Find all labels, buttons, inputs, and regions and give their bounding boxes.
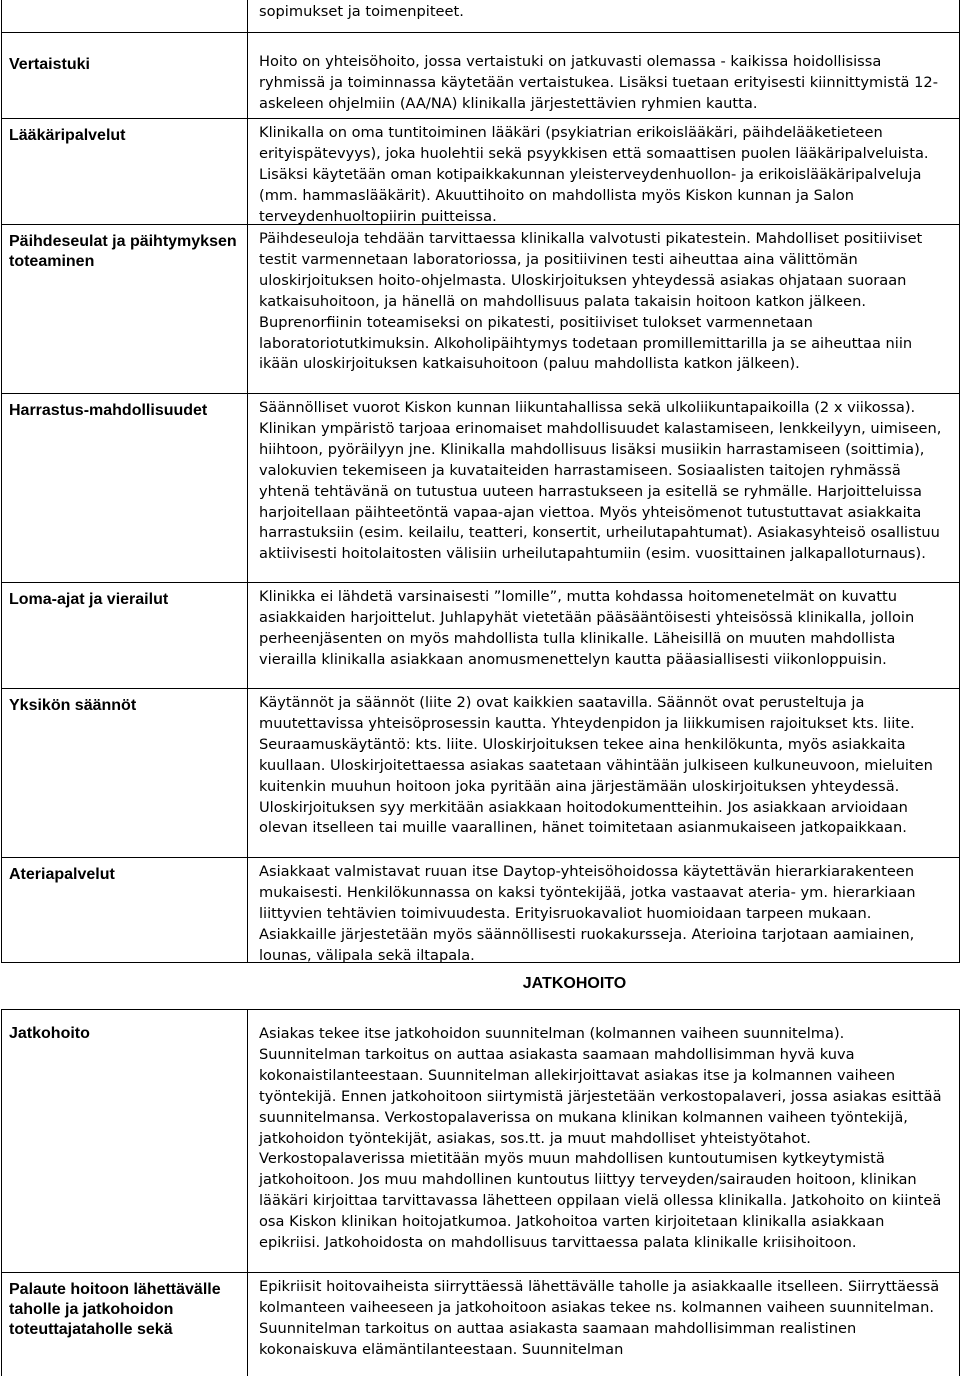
row-label: Jatkohoito	[2, 1010, 248, 1272]
row-text: Klinikka ei lähdetä varsinaisesti ”lomille”, mutta kohdassa hoitomenetelmät on kuvattu asiakkaiden harjoittelut. Juhlapyhät vietetään pääsääntöisesti yhteisössä klinikalla, jolloin perheenjäsenten on myös mahdollista tulla klinikalle. Läheisillä on muuten mahdollista vierailla klinikalla asiakkaan anomusmenettelyn kautta pääasiallisesti viikonloppuisin.	[259, 588, 915, 668]
table-row	[2, 394, 959, 583]
table-row	[2, 0, 959, 33]
row-label: Päihdeseulat ja päihtymyksen toteaminen	[2, 225, 248, 393]
section-heading	[1, 975, 958, 993]
row-label: Ateriapalvelut	[2, 858, 248, 962]
table-row	[2, 858, 959, 963]
table-row	[2, 689, 959, 858]
table-row	[2, 33, 959, 119]
table-row	[2, 1010, 959, 1273]
row-text: sopimukset ja toimenpiteet.	[259, 3, 464, 20]
row-text: Käytännöt ja säännöt (liite 2) ovat kaikkien saatavilla. Säännöt ovat perusteltuja ja muutettavissa yhteisöprosessin kautta. Yhteydenpidon ja liikkumisen rajoitukset kts. liite. Seuraamuskäytäntö: kts. liite. Uloskirjoituksen tekee aina henkilökunta, myös asiakkaita kuullaan. Uloskirjoitettaessa asiakas saatetaan vähintään julkiseen kulkuneuvoon, mieluiten kuitenkin muuhun hoitoon joka pyritään aina järjestämään uloskirjoituksen yhteydessä. Uloskirjoituksen syy merkitään asiakkaan hoitodokumentteihin. Jos asiakkaan arvioidaan olevan itselleen tai muille vaarallinen, hänet toimitetaan asianmukaiseen jatkopaikkaan.	[259, 694, 933, 837]
row-text: Säännölliset vuorot Kiskon kunnan liikuntahallissa sekä ulkoliikuntapaikoilla (2 x viikossa). Klinikan ympäristö tarjoaa erinomaiset mahdollisuudet kalastamiseen, lenkkeilyyn, uimiseen, hiihtoon, pyöräilyyn jne. Klinikalla mahdollisuus lisäksi musiikin harrastamiseen (soittimia), valokuvien tekemiseen ja kuvataiteiden harrastamiseen. Sosiaalisten taitojen ryhmässä yhtenä tehtävänä on tutustua uuteen harrastukseen ja esitellä se ryhmälle. Harjoitteluissa harjoitellaan päihteetöntä vapaa-ajan viettoa. Myös yhteisömenot tutustuttavat asiakkaita harrastuksiin (esim. keilailu, teatteri, konsertit, urheilutapahtumat). Asiakasyhteisö osallistuu aktiivisesti hoitolaitosten välisiin urheilutapahtumiin (esim. vuosittainen jalkapalloturnaus).	[259, 399, 942, 563]
row-text: Hoito on yhteisöhoito, jossa vertaistuki on jatkuvasti olemassa - kaikissa hoidollisissa ryhmissä ja toiminnassa käytetään vertaistukea. Lisäksi tuetaan erityisesti kiinnittymistä 12-askeleen ohjelmiin (AA/NA) klinikalla järjestettävien ryhmien kautta.	[259, 53, 938, 112]
row-label: Lääkäripalvelut	[2, 119, 248, 224]
row-text: Epikriisit hoitovaiheista siirryttäessä lähettävälle taholle ja asiakkaalle itselleen. Siirryttäessä kolmanteen vaiheeseen ja jatkohoitoon asiakas tekee ns. kolmannen vaiheen suunnitelman. Suunnitelman tarkoitus on auttaa asiakasta saamaan mahdollisimman realistinen kokonaiskuva elämäntilanteestaan. Suunnitelman	[259, 1278, 940, 1358]
row-text: Asiakas tekee itse jatkohoidon suunnitelman (kolmannen vaiheen suunnitelma). Suunnitelman tarkoitus on auttaa asiakasta saamaan mahdollisimman hyvä kuva kokonaistilanteestaan. Suunnitelman allekirjoittavat asiakas itse ja kolmannen vaiheen työntekijä. Ennen jatkohoitoon siirtymistä järjestetään verkostopalaveri, jossa asiakas esittää suunnitelmansa. Verkostopalaverissa on mukana klinikan kolmannen vaiheen työntekijä, jatkohoidon työntekijät, asiakas, sos.tt. ja muut mahdolliset yhteistyötahot. Verkostopalaverissa mietitään myös muun mahdollisen kuntoutumisen kytkeytymistä jatkohoitoon. Jos muu mahdollinen kuntoutus liittyy terveyden/sairauden hoitoon, klinikan lääkäri kirjoittaa tarvittavassa lähetteen oppilaan vielä ollessa klinikalla. Jatkohoito on kiinteä osa Kiskon klinikan hoitojatkumoa. Jatkohoitoa varten kirjoitetaan klinikalla asiakkaan epikriisi. Jatkohoidosta on mahdollisuus tarvittaessa palata klinikalle kriisihoitoon.	[259, 1025, 942, 1252]
row-label: Vertaistuki	[2, 33, 248, 118]
row-text: Päihdeseuloja tehdään tarvittaessa klinikalla valvotusti pikatestein. Mahdolliset positiiviset testit varmennetaan laboratoriossa, ja positiivinen testi aiheuttaa aina välittömän uloskirjoituksen hoito-ohjelmasta. Uloskirjoituksen yhteydessä asiakas ohjataan suoraan katkaisuhoitoon, ja hänellä on mahdollisuus palata takaisin hoitoon katkon jälkeen. Buprenorfiinin toteamiseksi on pikatesti, positiiviset tulokset varmennetaan laboratoriotutkimuksin. Alkoholipäihtymys todetaan promillemittarilla ja se aiheuttaa niin ikään uloskirjoituksen katkaisuhoitoon (paluu mahdollista katkon jälkeen).	[259, 230, 923, 373]
table-row	[2, 583, 959, 689]
aftercare-table	[1, 1009, 960, 1376]
heading-jatkohoito: JATKOHOITO	[522, 975, 627, 992]
table-row	[2, 119, 959, 225]
row-label: Yksikön säännöt	[2, 689, 248, 857]
table-row	[2, 225, 959, 394]
services-table	[1, 0, 960, 963]
table-row	[2, 1273, 959, 1376]
row-text: Asiakkaat valmistavat ruuan itse Daytop-yhteisöhoidossa käytettävän hierarkiarakenteen mukaisesti. Henkilökunnassa on kaksi työntekijää, jotka vastaavat ateria- ym. hierarkiaan liittyvien tehtävien toimivuudesta. Erityisruokavaliot huomioidaan tarpeen mukaan. Asiakkaille järjestetään myös säännöllisesti ruokakursseja. Aterioina tarjotaan aamiainen, lounas, välipala sekä iltapala.	[259, 863, 916, 964]
row-text: Klinikalla on oma tuntitoiminen lääkäri (psykiatrian erikoislääkäri, päihdelääketieteen erityispätevyys), joka huolehtii sekä psyykkisen että somaattisen puolen lääkäripalveluista. Lisäksi käytetään oman kotipaikkakunnan yleisterveydenhuollon- ja erikoislääkäripalveluja (mm. hammaslääkärit). Akuuttihoito on mahdollista myös Kiskon kunnan ja Salon terveydenhuoltopiirin puitteissa.	[259, 124, 929, 225]
row-label: Loma-ajat ja vierailut	[2, 583, 248, 688]
row-label: Palaute hoitoon lähettävälle taholle ja jatkohoidon toteuttajataholle sekä	[2, 1273, 248, 1376]
row-label: Harrastus-mahdollisuudet	[2, 394, 248, 582]
row-label	[2, 0, 248, 32]
